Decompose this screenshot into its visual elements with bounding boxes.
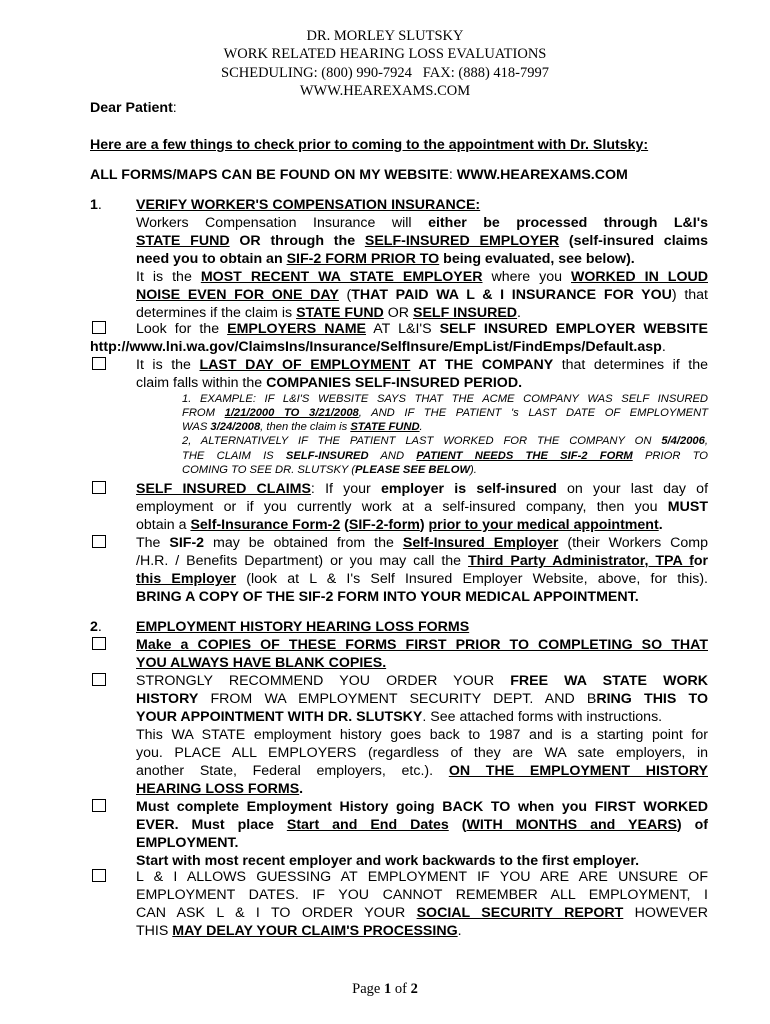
checkbox-make-copies[interactable] (92, 637, 106, 650)
s2-line-8: another State, Federal employers, etc.). ON THE EMPLOYMENT HISTORY (136, 763, 708, 779)
s1-line-10: claim falls within the COMPANIES SELF-INSURED PERIOD. (136, 375, 523, 391)
s2-line-4: HISTORY FROM WA EMPLOYMENT SECURITY DEPT. AND BRING THIS TO (136, 691, 708, 707)
doctor-name: DR. MORLEY SLUTSKY (306, 28, 464, 44)
s2-line-3: STRONGLY RECOMMEND YOU ORDER YOUR FREE WA STATE WORK (136, 673, 708, 689)
s1-line-5: NOISE EVEN FOR ONE DAY (THAT PAID WA L & I INSURANCE FOR YOU) that (136, 287, 708, 303)
s1-line-16: this Employer (look at L & I's Self Insured Employer Website, above, for this). (136, 571, 708, 587)
greeting: Dear Patient: (90, 100, 177, 116)
s2-line-13: Start with most recent employer and work backwards to the first employer. (136, 853, 640, 869)
checkbox-work-history[interactable] (92, 673, 106, 686)
s2-line-11: EVER. Must place Start and End Dates (WITH MONTHS and YEARS) of (136, 817, 709, 833)
intro-line: Here are a few things to check prior to coming to the appointment with Dr. Slutsky: (90, 137, 649, 153)
s2-line-10: Must complete Employment History going BACK TO when you FIRST WORKED (136, 799, 708, 815)
s2-line-17: THIS MAY DELAY YOUR CLAIM'S PROCESSING. (136, 923, 462, 939)
checkbox-self-insured-claims[interactable] (92, 481, 106, 494)
s1-line-7: Look for the EMPLOYERS NAME AT L&I'S SELF INSURED EMPLOYER WEBSITE (136, 321, 709, 337)
example-line-6: COMING TO SEE DR. SLUTSKY (PLEASE SEE BELOW). (182, 464, 477, 476)
section-1-title: VERIFY WORKER'S COMPENSATION INSURANCE: (136, 197, 481, 213)
example-line-2: FROM 1/21/2000 TO 3/21/2008, AND IF THE PATIENT 's LAST DATE OF EMPLOYMENT (182, 407, 709, 419)
s1-line-11: SELF INSURED CLAIMS: If your employer is self-insured on your last day of (136, 481, 709, 497)
s2-line-2: YOU ALWAYS HAVE BLANK COPIES. (136, 655, 387, 671)
s1-line-3: need you to obtain an SIF-2 FORM PRIOR TO being evaluated, see below). (136, 251, 635, 267)
s1-line-17: BRING A COPY OF THE SIF-2 FORM INTO YOUR MEDICAL APPOINTMENT. (136, 589, 639, 605)
example-line-1: 1. EXAMPLE: IF L&I'S WEBSITE SAYS THAT THE ACME COMPANY WAS SELF INSURED (182, 393, 708, 405)
s2-line-14: L & I ALLOWS GUESSING AT EMPLOYMENT IF YOU ARE ARE UNSURE OF (136, 869, 708, 885)
s2-line-6: This WA STATE employment history goes back to 1987 and is a starting point for (136, 727, 708, 743)
checkbox-last-day-employment[interactable] (92, 357, 106, 370)
practice-subtitle: WORK RELATED HEARING LOSS EVALUATIONS (223, 46, 547, 62)
lni-website-url[interactable]: http://www.lni.wa.gov/ClaimsIns/Insurance/SelfInsure/EmpList/FindEmps/Default.asp. (90, 339, 666, 355)
s2-line-15: EMPLOYMENT DATES. IF YOU CANNOT REMEMBER ALL EMPLOYMENT, I (136, 887, 708, 903)
example-line-3: WAS 3/24/2008, then the claim is STATE FUND. (182, 421, 423, 433)
s1-line-15: /H.R. / Benefits Department) or you may call the Third Party Administrator, TPA for (136, 553, 708, 569)
section-1-number: 1. (90, 197, 102, 213)
s2-line-7: you. PLACE ALL EMPLOYERS (regardless of they are WA sate employers, in (136, 745, 708, 761)
example-line-5: THE CLAIM IS SELF-INSURED AND PATIENT NEEDS THE SIF-2 FORM PRIOR TO (182, 450, 708, 462)
section-2-number: 2. (90, 619, 102, 635)
example-line-4: 2, ALTERNATIVELY IF THE PATIENT LAST WORKED FOR THE COMPANY ON 5/4/2006, (182, 435, 708, 447)
s1-line-12: employment or if you currently work at a self-insured company, then you MUST (136, 499, 708, 515)
checkbox-guessing-dates[interactable] (92, 869, 106, 882)
s2-line-9: HEARING LOSS FORMS. (136, 781, 304, 797)
checkbox-employment-history[interactable] (92, 799, 106, 812)
section-2-title: EMPLOYMENT HISTORY HEARING LOSS FORMS (136, 619, 470, 635)
s1-line-6: determines if the claim is STATE FUND OR SELF INSURED. (136, 305, 521, 321)
checkbox-employers-name[interactable] (92, 321, 106, 334)
page-number: Page 1 of 2 (352, 981, 418, 997)
s1-line-1: Workers Compensation Insurance will either be processed through L&I's (136, 215, 708, 231)
s2-line-1: Make a COPIES OF THESE FORMS FIRST PRIOR TO COMPLETING SO THAT (136, 637, 708, 653)
forms-website-note: ALL FORMS/MAPS CAN BE FOUND ON MY WEBSITE: WWW.HEAREXAMS.COM (90, 167, 628, 183)
s1-line-9: It is the LAST DAY OF EMPLOYMENT AT THE COMPANY that determines if the (136, 357, 708, 373)
s1-line-13: obtain a Self-Insurance Form-2 (SIF-2-form) prior to your medical appointment. (136, 517, 663, 533)
s1-line-4: It is the MOST RECENT WA STATE EMPLOYER where you WORKED IN LOUD (136, 269, 708, 285)
s1-line-2: STATE FUND OR through the SELF-INSURED EMPLOYER (self-insured claims (136, 233, 708, 249)
s2-line-16: CAN ASK L & I TO ORDER YOUR SOCIAL SECURITY REPORT HOWEVER (136, 905, 708, 921)
header-website: WWW.HEAREXAMS.COM (299, 83, 471, 99)
s2-line-5: YOUR APPOINTMENT WITH DR. SLUTSKY. See attached forms with instructions. (136, 709, 663, 725)
checkbox-sif2-obtain[interactable] (92, 535, 106, 548)
s2-line-12: EMPLOYMENT. (136, 835, 239, 851)
scheduling-line: SCHEDULING: (800) 990-7924 FAX: (888) 418-7997 (221, 65, 549, 81)
s1-line-14: The SIF-2 may be obtained from the Self-Insured Employer (their Workers Comp (136, 535, 708, 551)
